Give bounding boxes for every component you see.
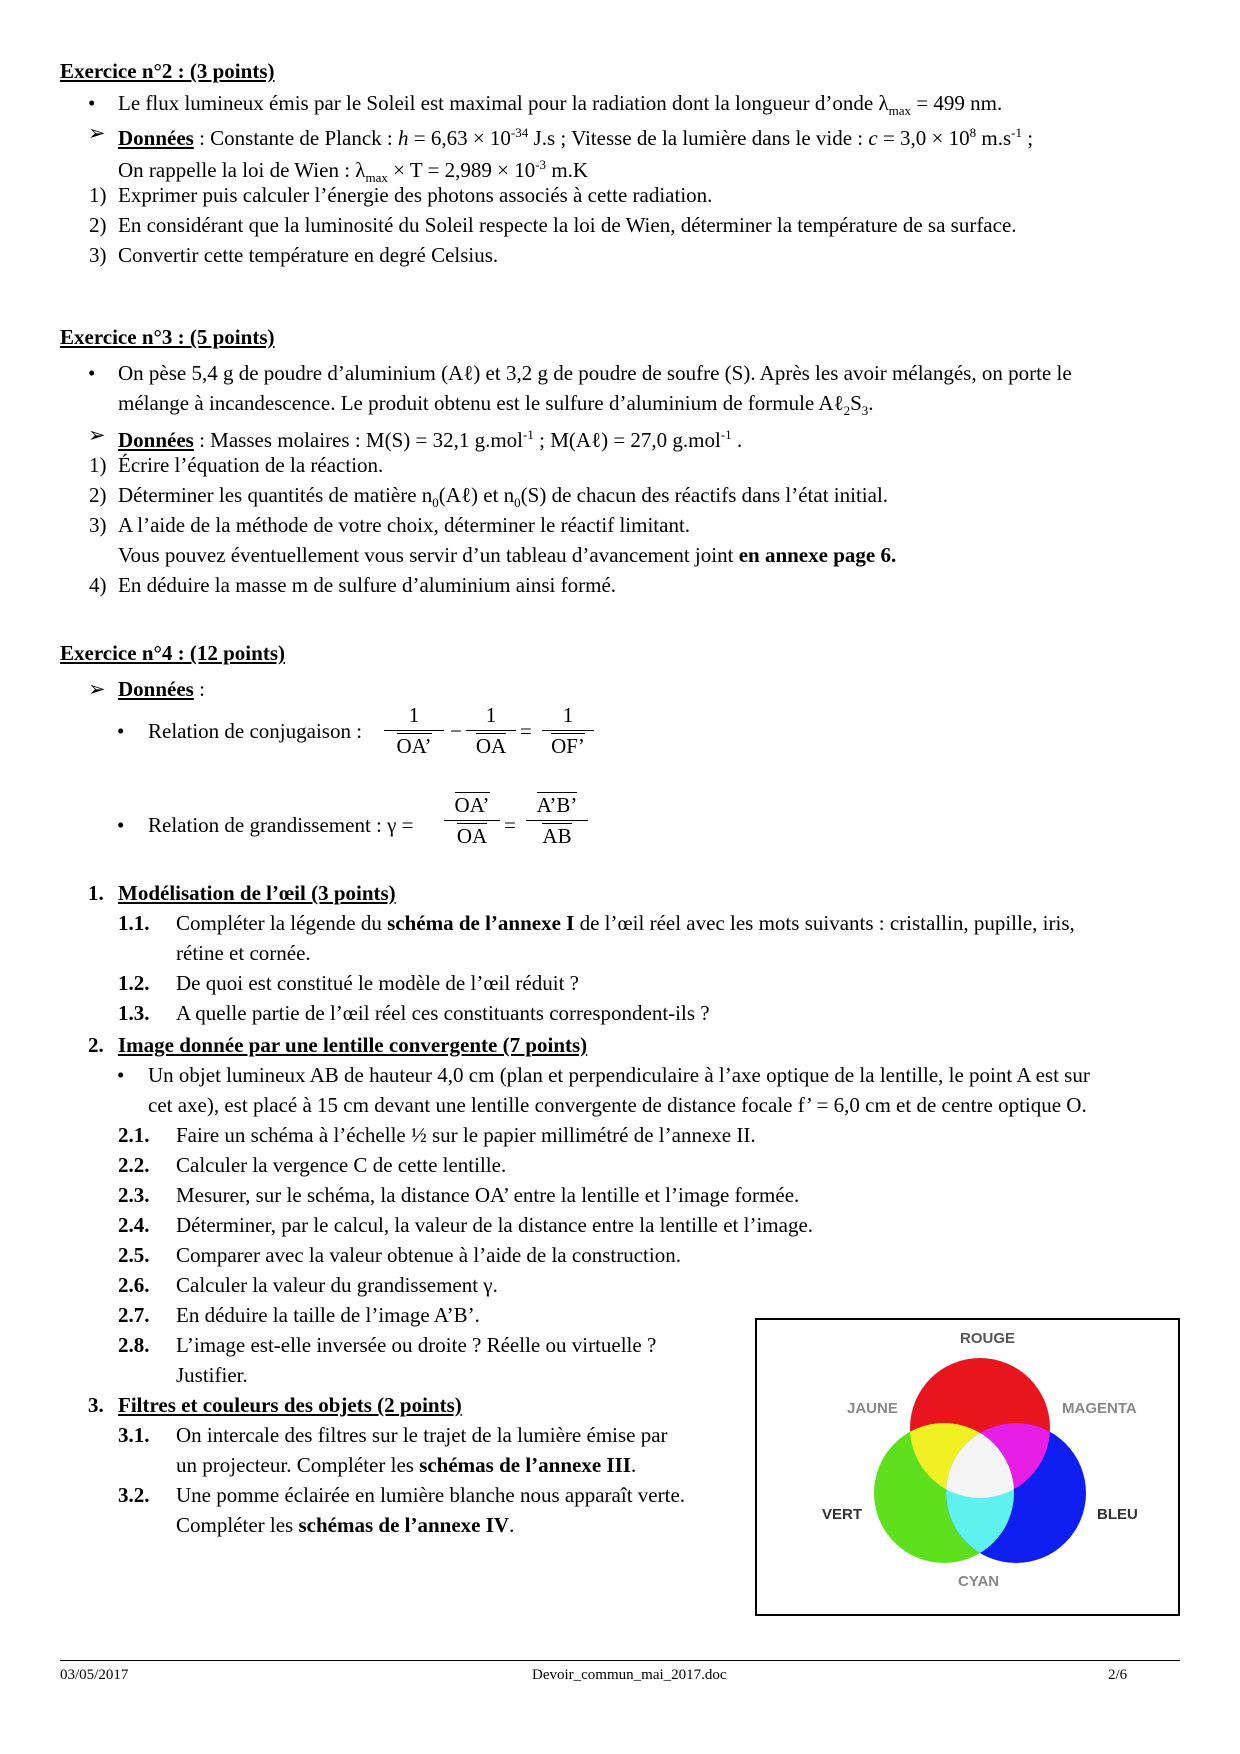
ex4-q27: En déduire la taille de l’image A’B’. xyxy=(176,1303,480,1327)
label-rouge: ROUGE xyxy=(960,1330,1016,1347)
section-2-title: Image donnée par une lentille convergente (7 points) xyxy=(118,1033,588,1057)
q-number: 2) xyxy=(89,483,107,507)
q-number: 2.4. xyxy=(118,1213,150,1237)
section-number: 1. xyxy=(88,881,104,905)
ex3-q3: A l’aide de la méthode de votre choix, déterminer le réactif limitant. xyxy=(118,513,691,537)
q-number: 1.2. xyxy=(118,971,150,995)
equals-sign: = xyxy=(504,813,516,837)
ex2-donnees: Données : Constante de Planck : $h = 6,63 \times 10^{-34}$ J.s ; Vitesse de la lumière dans le vide : $c = 3,0 \times 10^8$ $m.s^{-1}$ ; xyxy=(118,125,1034,150)
ex4-q21: Faire un schéma à l’échelle ½ sur le papier millimétré de l’annexe II. xyxy=(176,1123,756,1147)
q-number: 1) xyxy=(89,183,107,207)
q-number: 4) xyxy=(89,573,107,597)
q-number: 1.3. xyxy=(118,1001,150,1025)
bullet-icon: • xyxy=(117,719,125,743)
footer-filename: Devoir_commun_mai_2017.doc xyxy=(532,1667,727,1683)
q-number: 3.1. xyxy=(118,1423,150,1447)
label-jaune: JAUNE xyxy=(847,1400,898,1417)
equals-sign: = xyxy=(520,719,532,743)
grand-label: Relation de grandissement : γ = xyxy=(148,813,414,837)
ex4-q23: Mesurer, sur le schéma, la distance OA’ entre la lentille et l’image formée. xyxy=(176,1183,800,1207)
ex4-q32-cont: Compléter les schémas de l’annexe IV. xyxy=(176,1513,515,1537)
q-number: 2.6. xyxy=(118,1273,150,1297)
color-venn-figure xyxy=(755,1318,1180,1616)
bullet-icon: • xyxy=(117,1063,125,1087)
arrow-bullet-icon: ➢ xyxy=(88,121,106,145)
minus-sign: − xyxy=(450,719,462,743)
ex4-q26: Calculer la valeur du grandissement γ. xyxy=(176,1273,498,1297)
frac-apbp-ab: A’B’ AB xyxy=(526,790,588,851)
ex2-q1: Exprimer puis calculer l’énergie des photons associés à cette radiation. xyxy=(118,183,713,207)
ex3-q1: Écrire l’équation de la réaction. xyxy=(118,453,384,477)
label-vert: VERT xyxy=(822,1506,863,1523)
q-number: 2.5. xyxy=(118,1243,150,1267)
q-number: 3.2. xyxy=(118,1483,150,1507)
ex2-q3: Convertir cette température en degré Celsius. xyxy=(118,243,499,267)
q-number: 2.1. xyxy=(118,1123,150,1147)
ex4-title: Exercice n°4 : (12 points) xyxy=(60,641,285,665)
frac-oap-oa: OA’ OA xyxy=(444,790,500,851)
ex4-s2-bullet-line1: Un objet lumineux AB de hauteur 4,0 cm (plan et perpendiculaire à l’axe optique de la lentille, le point A est sur xyxy=(148,1063,1090,1087)
ex4-donnees: Données : xyxy=(118,677,205,701)
ex2-bullet: Le flux lumineux émis par le Soleil est maximal pour la radiation dont la longueur d’onde $\lambda_{max} = 499$ nm. xyxy=(118,91,1003,119)
footer-page: 2/6 xyxy=(1108,1667,1128,1683)
ex3-bullet-line1: On pèse 5,4 g de poudre d’aluminium (Aℓ) et 3,2 g de poudre de soufre (S). Après les avoir mélangés, on porte le xyxy=(118,361,1072,385)
arrow-bullet-icon: ➢ xyxy=(88,423,106,447)
q-number: 3) xyxy=(89,243,107,267)
ex4-q31-cont: un projecteur. Compléter les schémas de l’annexe III. xyxy=(176,1453,637,1477)
section-1-title: Modélisation de l’œil (3 points) xyxy=(118,881,396,905)
ex2-wien: On rappelle la loi de Wien : $\lambda_{max} \times T = 2,989 \times 10^{-3}$ m.K xyxy=(118,157,589,186)
label-bleu: BLEU xyxy=(1097,1506,1138,1523)
ex4-s2-bullet-line2: cet axe), est placé à 15 cm devant une lentille convergente de distance focale f’ = 6,0 cm et de centre optique O. xyxy=(148,1093,1087,1117)
ex3-q3-note: Vous pouvez éventuellement vous servir d’un tableau d’avancement joint en annexe page 6. xyxy=(118,543,897,567)
ex2-q2: En considérant que la luminosité du Soleil respecte la loi de Wien, déterminer la température de sa surface. xyxy=(118,213,1017,237)
q-number: 2) xyxy=(89,213,107,237)
ex3-q2: Déterminer les quantités de matière $n_0(A\ell)$ et $n_0(S)$ de chacun des réactifs dans l’état initial. xyxy=(118,483,889,511)
ex3-title: Exercice n°3 : (5 points) xyxy=(60,325,275,349)
bullet-icon: • xyxy=(117,813,125,837)
label-cyan: CYAN xyxy=(958,1573,1000,1590)
label-magenta: MAGENTA xyxy=(1062,1400,1137,1417)
ex4-q12: De quoi est constitué le modèle de l’œil réduit ? xyxy=(176,971,579,995)
conj-label: Relation de conjugaison : xyxy=(148,719,363,743)
ex4-q13: A quelle partie de l’œil réel ces constituants correspondent-ils ? xyxy=(176,1001,710,1025)
section-number: 3. xyxy=(88,1393,104,1417)
ex4-q25: Comparer avec la valeur obtenue à l’aide de la construction. xyxy=(176,1243,681,1267)
ex4-q28-cont: Justifier. xyxy=(176,1363,248,1387)
q-number: 1) xyxy=(89,453,107,477)
arrow-bullet-icon: ➢ xyxy=(88,677,106,701)
bullet-icon: • xyxy=(88,361,96,385)
ex4-q31: On intercale des filtres sur le trajet de la lumière émise par xyxy=(176,1423,668,1447)
ex4-q32: Une pomme éclairée en lumière blanche nous apparaît verte. xyxy=(176,1483,686,1507)
bullet-icon: • xyxy=(88,91,96,115)
ex3-bullet-line2: mélange à incandescence. Le produit obtenu est le sulfure d’aluminium de formule $A\ell_2S_3$. xyxy=(118,391,874,419)
q-number: 2.7. xyxy=(118,1303,150,1327)
q-number: 2.2. xyxy=(118,1153,150,1177)
section-3-title: Filtres et couleurs des objets (2 points) xyxy=(118,1393,462,1417)
q-number: 2.8. xyxy=(118,1333,150,1357)
ex2-title: Exercice n°2 : (3 points) xyxy=(60,59,275,83)
ex3-q4: En déduire la masse m de sulfure d’aluminium ainsi formé. xyxy=(118,573,617,597)
footer-date: 03/05/2017 xyxy=(60,1667,129,1683)
ex4-q24: Déterminer, par le calcul, la valeur de la distance entre la lentille et l’image. xyxy=(176,1213,814,1237)
ex3-donnees: Données : Masses molaires : M(S) = 32,1 g.mol$^{-1}$ ; M(Aℓ) = 27,0 g.mol$^{-1}$ . xyxy=(118,427,743,452)
ex4-q28: L’image est-elle inversée ou droite ? Réelle ou virtuelle ? xyxy=(176,1333,657,1357)
frac-1-oa: 1 OA xyxy=(466,700,516,761)
ex4-q22: Calculer la vergence C de cette lentille. xyxy=(176,1153,507,1177)
ex4-q11: Compléter la légende du schéma de l’annexe I de l’œil réel avec les mots suivants : cristallin, pupille, iris, xyxy=(176,911,1075,935)
ex4-q11-cont: rétine et cornée. xyxy=(176,941,311,965)
frac-1-ofp: 1 OF’ xyxy=(542,700,594,761)
q-number: 3) xyxy=(89,513,107,537)
section-number: 2. xyxy=(88,1033,104,1057)
q-number: 1.1. xyxy=(118,911,150,935)
q-number: 2.3. xyxy=(118,1183,150,1207)
frac-1-oap: 1 OA’ xyxy=(384,700,444,761)
